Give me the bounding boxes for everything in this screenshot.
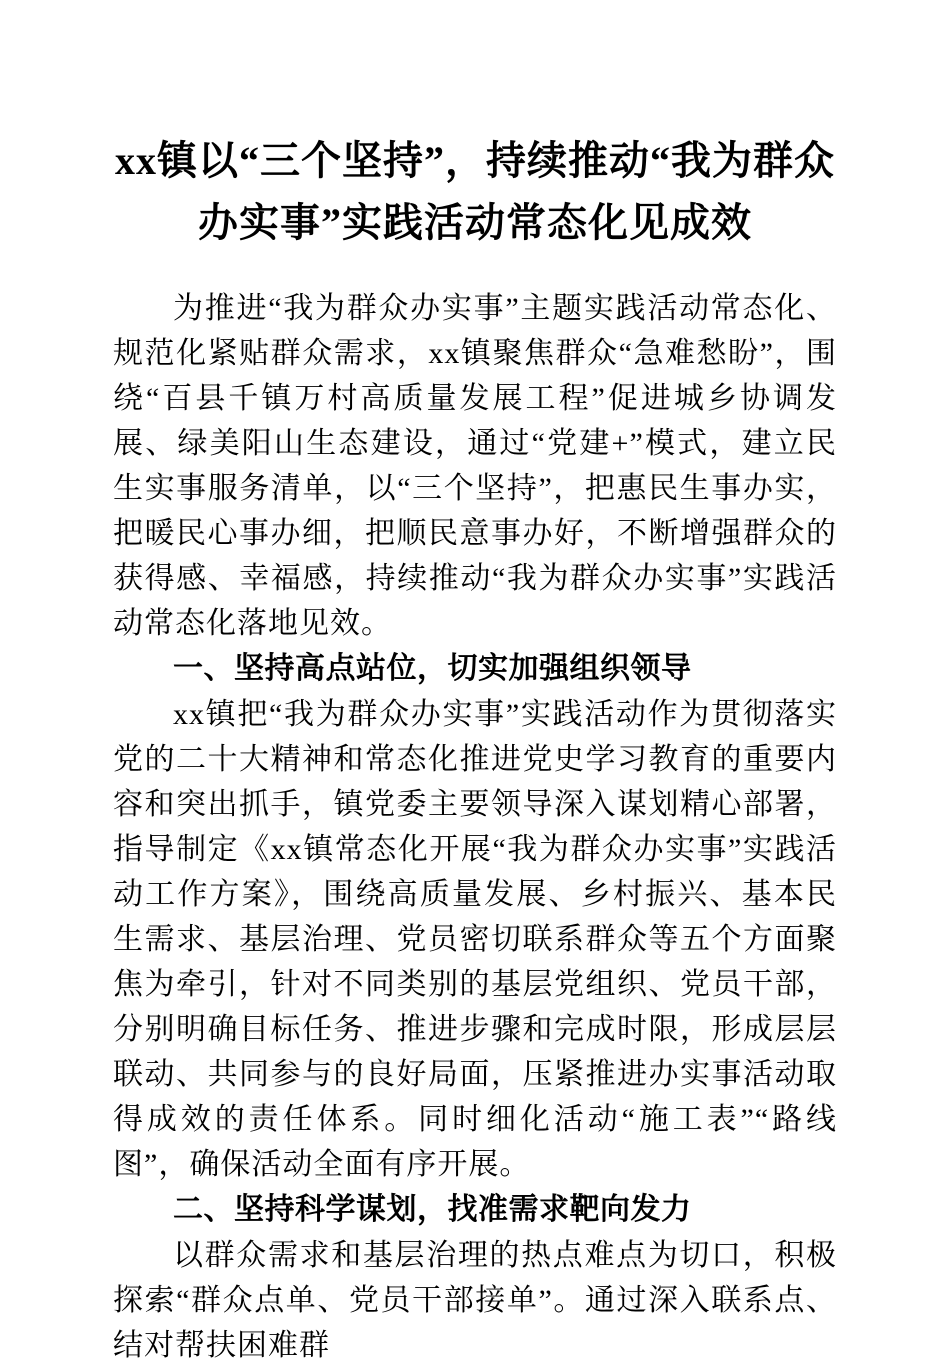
section-heading-2: 二、坚持科学谋划，找准需求靶向发力 [173,1193,692,1226]
paragraph-section-1: xx镇把“我为群众办实事”实践活动作为贯彻落实党的二十大精神和常态化推进党史学习教育的重要内容和突出抓手，镇党委主要领导深入谋划精心部署，指导制定《xx镇常态化开展“我为群众办实事”实践活动工作方案》，围绕高质量发展、乡村振兴、基本民生需求、基层治理、党员密切联系群众等五个方面聚焦为牵引，针对不同类别的基层党组织、党员干部，分别明确目标任务、推进步骤和完成时限，形成层层联动、共同参与的良好局面，压紧推进办实事活动取得成效的责任体系。同时细化活动“施工表”“路线图”，确保活动全面有序开展。 [113,698,837,1181]
paragraph-section-2-truncated: 以群众需求和基层治理的热点难点为切口，积极探索“群众点单、党员干部接单”。通过深入联系点、结对帮扶困难群 [113,1239,837,1362]
section-heading-1: 一、坚持高点站位，切实加强组织领导 [173,652,692,685]
document-title: xx镇以“三个坚持”，持续推动“我为群众办实事”实践活动常态化见成效 [115,138,835,245]
paragraph-intro: 为推进“我为群众办实事”主题实践活动常态化、规范化紧贴群众需求，xx镇聚焦群众“急难愁盼”，围绕“百县千镇万村高质量发展工程”促进城乡协调发展、绿美阳山生态建设，通过“党建+”模式，建立民生实事服务清单，以“三个坚持”，把惠民生事办实，把暖民心事办细，把顺民意事办好，不断增强群众的获得感、幸福感，持续推动“我为群众办实事”实践活动常态化落地见效。 [113,292,837,640]
